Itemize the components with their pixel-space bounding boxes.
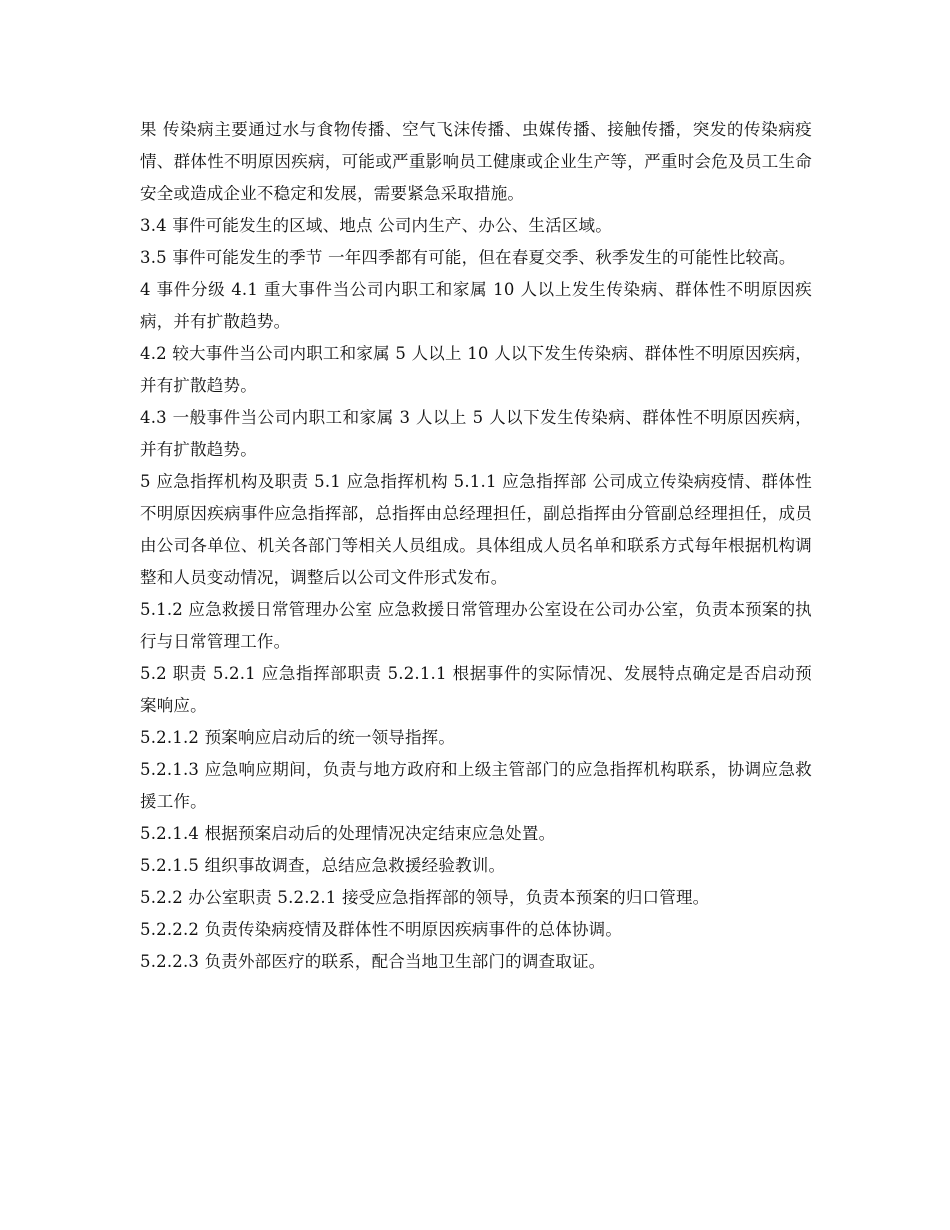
paragraph-4-3-general-event: 4.3 一般事件当公司内职工和家属 3 人以上 5 人以下发生传染病、群体性不明原因疾病，并有扩散趋势。	[140, 408, 812, 459]
paragraph-5-2-duties: 5.2 职责 5.2.1 应急指挥部职责 5.2.1.1 根据事件的实际情况、发展特点确定是否启动预案响应。	[140, 664, 812, 715]
paragraph-5-2-1-2: 5.2.1.2 预案响应启动后的统一领导指挥。	[140, 728, 456, 747]
paragraph-5-1-2-office: 5.1.2 应急救援日常管理办公室 应急救援日常管理办公室设在公司办公室，负责本预案的执行与日常管理工作。	[140, 600, 812, 651]
paragraph-4-2-larger-event: 4.2 较大事件当公司内职工和家属 5 人以上 10 人以下发生传染病、群体性不明原因疾病，并有扩散趋势。	[140, 344, 812, 395]
paragraph-3-5-season: 3.5 事件可能发生的季节 一年四季都有可能，但在春夏交季、秋季发生的可能性比较高。	[140, 248, 796, 267]
paragraph-5-2-1-4: 5.2.1.4 根据预案启动后的处理情况决定结束应急处置。	[140, 824, 556, 843]
paragraph-5-2-1-3: 5.2.1.3 应急响应期间，负责与地方政府和上级主管部门的应急指挥机构联系，协调应急救援工作。	[140, 760, 812, 811]
paragraph-4-1-major-event: 4 事件分级 4.1 重大事件当公司内职工和家属 10 人以上发生传染病、群体性不明原因疾病，并有扩散趋势。	[140, 280, 812, 331]
document-body	[140, 114, 812, 978]
paragraph-transmission-routes: 果 传染病主要通过水与食物传播、空气飞沫传播、虫媒传播、接触传播，突发的传染病疫情、群体性不明原因疾病，可能或严重影响员工健康或企业生产等，严重时会危及员工生命安全或造成企业不稳定和发展，需要紧急采取措施。	[140, 120, 812, 203]
paragraph-5-2-2-3: 5.2.2.3 负责外部医疗的联系，配合当地卫生部门的调查取证。	[140, 952, 606, 971]
paragraph-5-2-2-office-duties: 5.2.2 办公室职责 5.2.2.1 接受应急指挥部的领导，负责本预案的归口管理。	[140, 888, 710, 907]
paragraph-5-2-2-2: 5.2.2.2 负责传染病疫情及群体性不明原因疾病事件的总体协调。	[140, 920, 623, 939]
paragraph-5-command-structure: 5 应急指挥机构及职责 5.1 应急指挥机构 5.1.1 应急指挥部 公司成立传染病疫情、群体性不明原因疾病事件应急指挥部，总指挥由总经理担任，副总指挥由分管副总经理担任，成员由公司各单位、机关各部门等相关人员组成。具体组成人员名单和联系方式每年根据机构调整和人员变动情况，调整后以公司文件形式发布。	[140, 472, 812, 587]
paragraph-5-2-1-5: 5.2.1.5 组织事故调查，总结应急救援经验教训。	[140, 856, 506, 875]
paragraph-3-4-area: 3.4 事件可能发生的区域、地点 公司内生产、办公、生活区域。	[140, 216, 612, 235]
